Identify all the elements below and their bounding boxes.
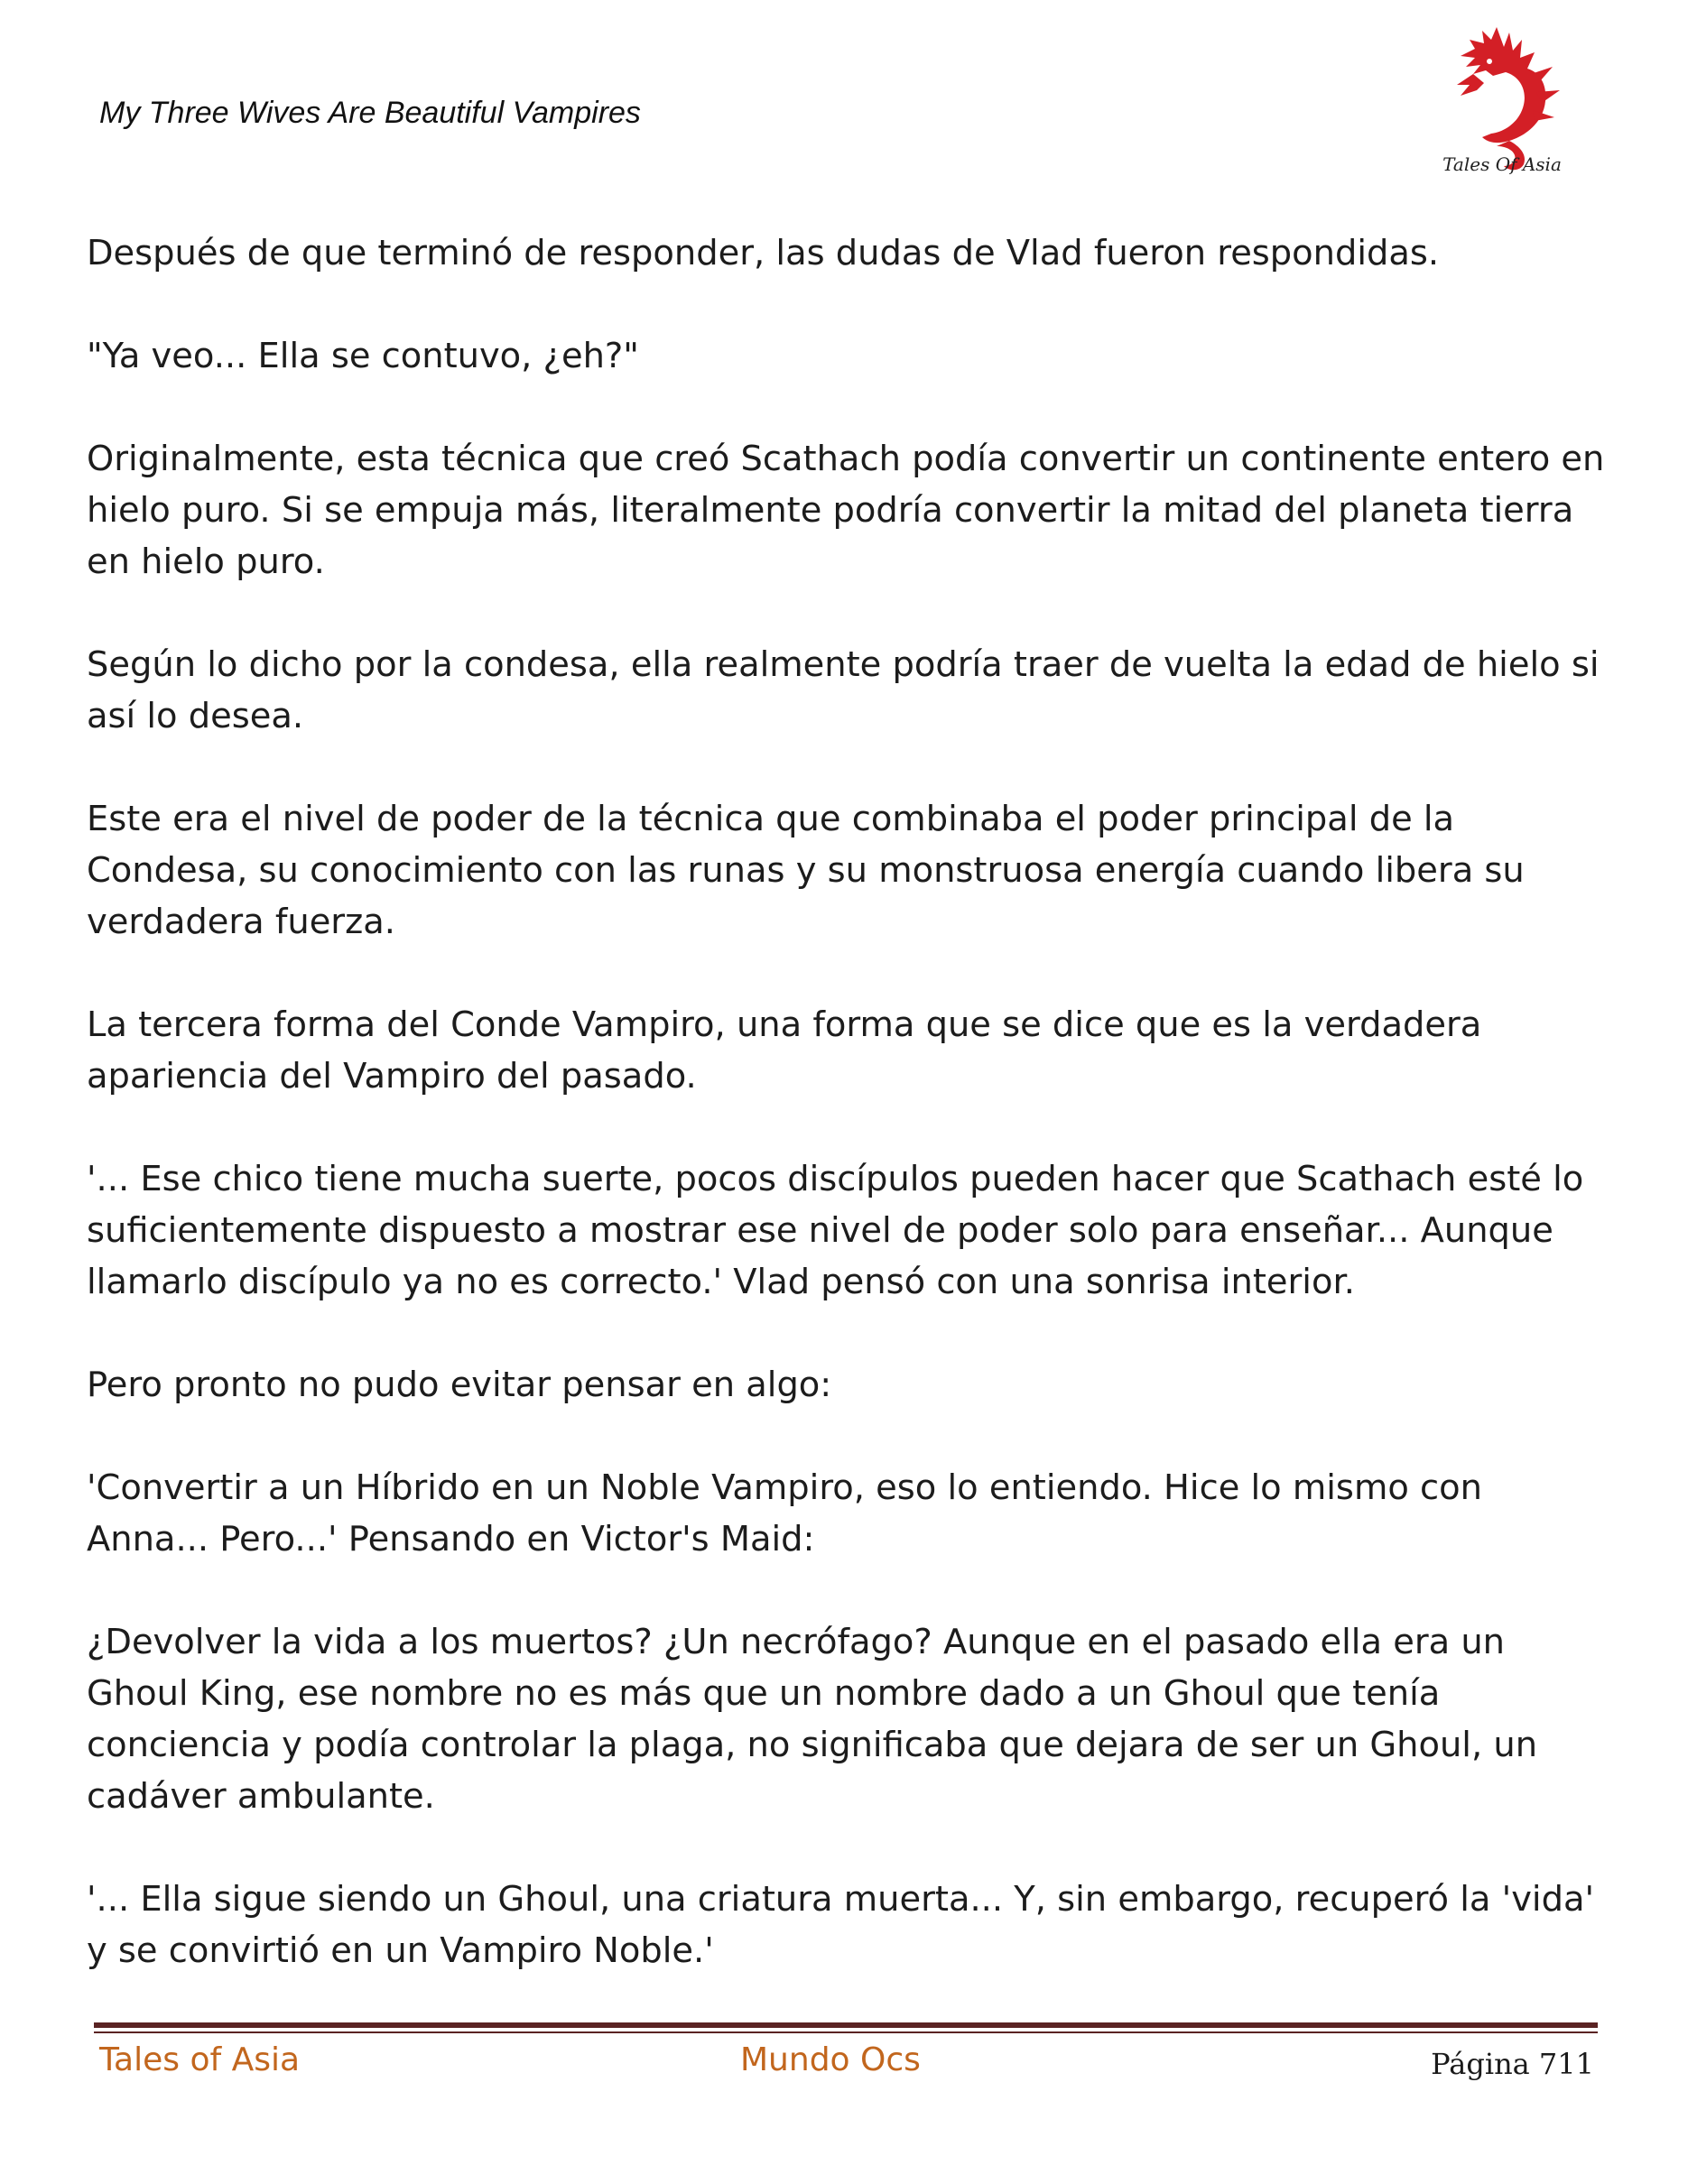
paragraph: La tercera forma del Conde Vampiro, una forma que se dice que es la verdadera apariencia del Vampiro del pasado. xyxy=(87,1004,1482,1097)
book-title: My Three Wives Are Beautiful Vampires xyxy=(99,96,641,130)
paragraph: "Ya veo... Ella se contuvo, ¿eh?" xyxy=(87,336,639,376)
paragraph: 'Convertir a un Híbrido en un Noble Vampiro, eso lo entiendo. Hice lo mismo con Anna... Pero...' Pensando en Victor's Maid: xyxy=(87,1467,1482,1559)
paragraph: Después de que terminó de responder, las dudas de Vlad fueron respondidas. xyxy=(87,233,1440,273)
footer-divider-thin xyxy=(94,2031,1598,2033)
paragraph: Pero pronto no pudo evitar pensar en algo: xyxy=(87,1365,832,1405)
paragraph: Originalmente, esta técnica que creó Scathach podía convertir un continente entero en hielo puro. Si se empuja más, literalmente podría convertir la mitad del planeta tierra en hielo puro. xyxy=(87,439,1605,582)
logo-caption: Tales Of Asia xyxy=(1442,153,1562,175)
paragraph: Según lo dicho por la condesa, ella realmente podría traer de vuelta la edad de hielo si así lo desea. xyxy=(87,644,1600,736)
footer-divider xyxy=(94,2022,1598,2028)
chapter-body xyxy=(87,227,1612,2028)
paragraph: Este era el nivel de poder de la técnica que combinaba el poder principal de la Condesa, su conocimiento con las runas y su monstruosa energía cuando libera su verdadera fuerza. xyxy=(87,799,1525,942)
page-number: Página 711 xyxy=(1431,2047,1594,2081)
paragraph: '... Ella sigue siendo un Ghoul, una criatura muerta... Y, sin embargo, recuperó la 'vida' y se convirtió en un Vampiro Noble.' xyxy=(87,1879,1595,1971)
footer-publisher: Tales of Asia xyxy=(99,2041,301,2078)
paragraph: '... Ese chico tiene mucha suerte, pocos discípulos pueden hacer que Scathach esté lo suficientemente dispuesto a mostrar ese nivel de poder solo para enseñar... Aunque llamarlo discípulo ya no es correcto.' Vlad pensó con una sonrisa interior. xyxy=(87,1159,1584,1302)
paragraph: ¿Devolver la vida a los muertos? ¿Un necrófago? Aunque en el pasado ella era un Ghoul King, ese nombre no es más que un nombre dado a un Ghoul que tenía conciencia y podía controlar la plaga, no significaba que dejara de ser un Ghoul, un cadáver ambulante. xyxy=(87,1622,1538,1817)
footer-site: Mundo Ocs xyxy=(740,2041,921,2078)
